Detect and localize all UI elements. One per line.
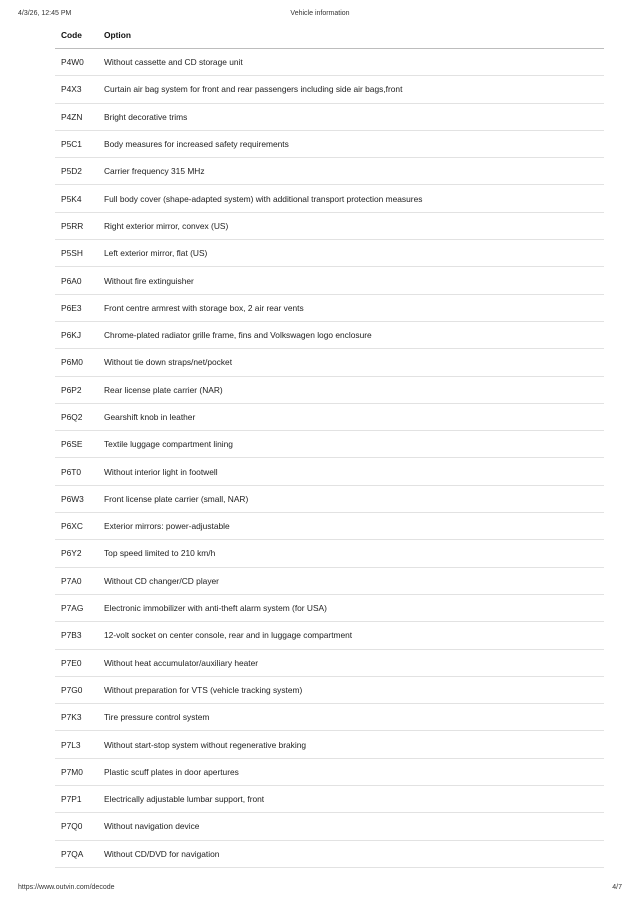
- option-description-cell: Exterior mirrors: power-adjustable: [98, 513, 604, 540]
- option-code-cell: P7A0: [55, 567, 98, 594]
- print-datetime: 4/3/26, 12:45 PM: [18, 10, 72, 17]
- table-row: [55, 349, 604, 376]
- print-page-number: 4/7: [612, 884, 622, 891]
- option-description-cell: Plastic scuff plates in door apertures: [98, 758, 604, 785]
- option-code-cell: P5RR: [55, 212, 98, 239]
- option-code-cell: P7G0: [55, 676, 98, 703]
- option-description-cell: Electrically adjustable lumbar support, front: [98, 786, 604, 813]
- option-code-cell: P6Q2: [55, 403, 98, 430]
- table-row: [55, 158, 604, 185]
- option-code-cell: P7QA: [55, 840, 98, 867]
- option-code-cell: P7P1: [55, 786, 98, 813]
- option-code-cell: P7L3: [55, 731, 98, 758]
- option-description-cell: Textile luggage compartment lining: [98, 431, 604, 458]
- option-description-cell: Right exterior mirror, convex (US): [98, 212, 604, 239]
- table-header-row: [55, 22, 604, 49]
- option-code-cell: P6KJ: [55, 321, 98, 348]
- table-row: [55, 704, 604, 731]
- column-header-option: Option: [98, 22, 604, 49]
- option-description-cell: Left exterior mirror, flat (US): [98, 240, 604, 267]
- option-code-cell: P7K3: [55, 704, 98, 731]
- option-code-cell: P4ZN: [55, 103, 98, 130]
- option-description-cell: Without tie down straps/net/pocket: [98, 349, 604, 376]
- option-code-cell: P6W3: [55, 485, 98, 512]
- option-code-cell: P5C1: [55, 130, 98, 157]
- option-code-cell: P7Q0: [55, 813, 98, 840]
- option-description-cell: Without heat accumulator/auxiliary heater: [98, 649, 604, 676]
- option-description-cell: Without preparation for VTS (vehicle tracking system): [98, 676, 604, 703]
- table-row: [55, 103, 604, 130]
- table-row: [55, 76, 604, 103]
- option-description-cell: Without cassette and CD storage unit: [98, 49, 604, 76]
- option-code-cell: P6M0: [55, 349, 98, 376]
- option-code-cell: P5D2: [55, 158, 98, 185]
- table-row: [55, 567, 604, 594]
- option-code-cell: P6A0: [55, 267, 98, 294]
- table-row: [55, 267, 604, 294]
- option-code-cell: P7B3: [55, 622, 98, 649]
- table-row: [55, 458, 604, 485]
- table-row: [55, 485, 604, 512]
- option-description-cell: Carrier frequency 315 MHz: [98, 158, 604, 185]
- option-description-cell: Rear license plate carrier (NAR): [98, 376, 604, 403]
- table-row: [55, 540, 604, 567]
- table-row: [55, 403, 604, 430]
- option-description-cell: Without start-stop system without regenerative braking: [98, 731, 604, 758]
- table-row: [55, 594, 604, 621]
- option-code-cell: P5SH: [55, 240, 98, 267]
- option-description-cell: Front centre armrest with storage box, 2 air rear vents: [98, 294, 604, 321]
- table-row: [55, 731, 604, 758]
- option-code-cell: P6SE: [55, 431, 98, 458]
- option-description-cell: Electronic immobilizer with anti-theft alarm system (for USA): [98, 594, 604, 621]
- print-footer: [18, 884, 622, 896]
- print-header: [18, 10, 622, 22]
- option-description-cell: Without interior light in footwell: [98, 458, 604, 485]
- option-description-cell: Without fire extinguisher: [98, 267, 604, 294]
- option-description-cell: 12-volt socket on center console, rear and in luggage compartment: [98, 622, 604, 649]
- option-description-cell: Gearshift knob in leather: [98, 403, 604, 430]
- table-row: [55, 649, 604, 676]
- table-row: [55, 212, 604, 239]
- option-code-cell: P4W0: [55, 49, 98, 76]
- table-row: [55, 376, 604, 403]
- option-description-cell: Front license plate carrier (small, NAR): [98, 485, 604, 512]
- option-description-cell: Top speed limited to 210 km/h: [98, 540, 604, 567]
- table-row: [55, 840, 604, 867]
- option-description-cell: Without CD/DVD for navigation: [98, 840, 604, 867]
- option-description-cell: Tire pressure control system: [98, 704, 604, 731]
- table-row: [55, 622, 604, 649]
- print-page-title: Vehicle information: [290, 10, 350, 17]
- option-code-cell: P7AG: [55, 594, 98, 621]
- option-description-cell: Body measures for increased safety requirements: [98, 130, 604, 157]
- option-description-cell: Chrome-plated radiator grille frame, fins and Volkswagen logo enclosure: [98, 321, 604, 348]
- table-row: [55, 130, 604, 157]
- table-row: [55, 676, 604, 703]
- table-row: [55, 513, 604, 540]
- table-row: [55, 294, 604, 321]
- column-header-code: Code: [55, 22, 98, 49]
- option-code-cell: P5K4: [55, 185, 98, 212]
- option-description-cell: Without CD changer/CD player: [98, 567, 604, 594]
- option-code-cell: P7M0: [55, 758, 98, 785]
- option-code-cell: P7E0: [55, 649, 98, 676]
- option-code-cell: P4X3: [55, 76, 98, 103]
- table-row: [55, 786, 604, 813]
- option-description-cell: Curtain air bag system for front and rear passengers including side air bags,front: [98, 76, 604, 103]
- table-row: [55, 240, 604, 267]
- table-row: [55, 49, 604, 76]
- table-row: [55, 758, 604, 785]
- option-code-cell: P6T0: [55, 458, 98, 485]
- option-description-cell: Without navigation device: [98, 813, 604, 840]
- vehicle-options-table: [55, 22, 604, 868]
- table-row: [55, 321, 604, 348]
- table-row: [55, 185, 604, 212]
- table-row: [55, 813, 604, 840]
- option-code-cell: P6Y2: [55, 540, 98, 567]
- print-url: https://www.outvin.com/decode: [18, 884, 115, 891]
- option-code-cell: P6XC: [55, 513, 98, 540]
- option-code-cell: P6P2: [55, 376, 98, 403]
- table-row: [55, 431, 604, 458]
- option-code-cell: P6E3: [55, 294, 98, 321]
- table-body: [55, 49, 604, 868]
- option-description-cell: Full body cover (shape-adapted system) with additional transport protection measures: [98, 185, 604, 212]
- option-description-cell: Bright decorative trims: [98, 103, 604, 130]
